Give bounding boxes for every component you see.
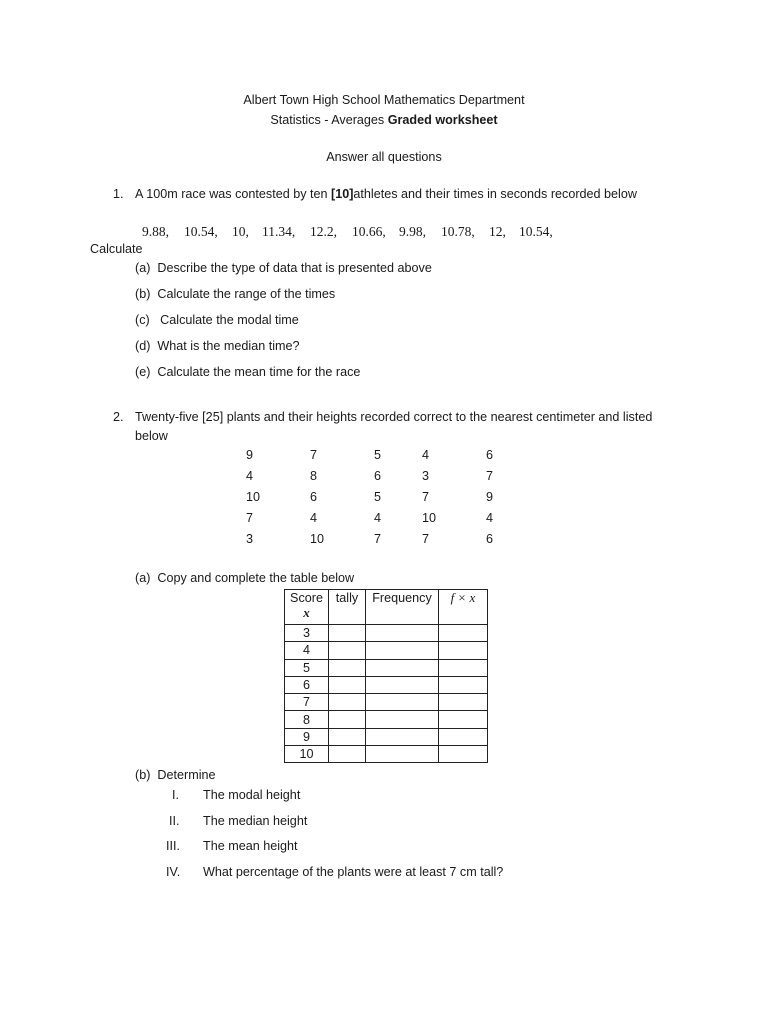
- part-text: Determine: [157, 768, 216, 782]
- fx-cell: [439, 746, 488, 763]
- sub-part-label: II.: [169, 814, 180, 828]
- part-label: (b): [135, 768, 151, 782]
- height-value: 6: [374, 469, 382, 483]
- frequency-cell: [366, 694, 439, 711]
- height-value: 3: [422, 469, 430, 483]
- height-value: 4: [246, 469, 254, 483]
- frequency-cell: [366, 728, 439, 745]
- height-value: 7: [310, 448, 318, 462]
- table-row: [285, 642, 488, 659]
- score-cell: 8: [285, 711, 329, 728]
- fx-cell: [439, 625, 488, 642]
- frequency-cell: [366, 711, 439, 728]
- fx-cell: [439, 694, 488, 711]
- table-row: [285, 746, 488, 763]
- calculate-label: Calculate: [90, 242, 143, 256]
- fx-cell: [439, 728, 488, 745]
- score-cell: 3: [285, 625, 329, 642]
- subtitle-topic: Statistics - Averages: [270, 113, 385, 127]
- q2-number: 2.: [113, 410, 124, 424]
- part-label: (d): [135, 339, 151, 353]
- frequency-cell: [366, 625, 439, 642]
- height-value: 9: [246, 448, 254, 462]
- tally-cell: [329, 642, 366, 659]
- height-value: 7: [422, 490, 430, 504]
- header-score-label: Score: [290, 591, 323, 605]
- table-header-row: [285, 590, 488, 625]
- table-row: [285, 659, 488, 676]
- part-label: (b): [135, 287, 151, 301]
- school-title: Albert Town High School Mathematics Department: [243, 93, 525, 107]
- height-value: 8: [310, 469, 318, 483]
- table-row: [285, 728, 488, 745]
- time-value: 9.98,: [399, 224, 426, 239]
- part-text: What is the median time?: [157, 339, 300, 353]
- score-cell: 6: [285, 676, 329, 693]
- height-value: 10: [310, 532, 325, 546]
- fx-cell: [439, 676, 488, 693]
- sub-part-label: III.: [166, 839, 180, 853]
- tally-cell: [329, 676, 366, 693]
- part-text: Calculate the range of the times: [157, 287, 336, 301]
- height-value: 7: [374, 532, 382, 546]
- q1-number: 1.: [113, 187, 124, 201]
- time-value: 11.34,: [262, 224, 296, 239]
- time-value: 12,: [489, 224, 506, 239]
- height-value: 3: [246, 532, 254, 546]
- tally-cell: [329, 625, 366, 642]
- sub-part-text: What percentage of the plants were at least 7 cm tall?: [203, 865, 504, 879]
- height-value: 4: [422, 448, 430, 462]
- table-row: [285, 625, 488, 642]
- part-label: (a): [135, 571, 151, 585]
- time-value: 10.66,: [352, 224, 386, 239]
- part-text: Copy and complete the table below: [157, 571, 355, 585]
- height-value: 5: [374, 448, 382, 462]
- subtitle-graded: Graded worksheet: [387, 113, 498, 127]
- part-text: Calculate the modal time: [156, 313, 299, 327]
- time-value: 10.54,: [184, 224, 218, 239]
- tally-cell: [329, 711, 366, 728]
- height-value: 6: [486, 448, 494, 462]
- sub-part-label: IV.: [166, 865, 181, 879]
- frequency-cell: [366, 659, 439, 676]
- fx-cell: [439, 642, 488, 659]
- q2-part-a: [135, 571, 354, 585]
- tally-cell: [329, 694, 366, 711]
- q1-text: [135, 187, 637, 201]
- score-cell: 7: [285, 694, 329, 711]
- height-value: 7: [422, 532, 430, 546]
- fx-cell: [439, 659, 488, 676]
- height-value: 4: [310, 511, 318, 525]
- time-value: 10.78,: [441, 224, 475, 239]
- q1-part: [135, 261, 432, 275]
- worksheet-subtitle: [0, 113, 768, 127]
- part-text: Calculate the mean time for the race: [157, 365, 361, 379]
- tally-cell: [329, 728, 366, 745]
- sub-part-text: The median height: [203, 814, 308, 828]
- tally-cell: [329, 659, 366, 676]
- height-value: 4: [486, 511, 494, 525]
- race-times: [0, 224, 768, 242]
- score-cell: 5: [285, 659, 329, 676]
- frequency-cell: [366, 746, 439, 763]
- q1-part: [135, 287, 335, 301]
- time-value: 12.2,: [310, 224, 337, 239]
- time-value: 10.54,: [519, 224, 553, 239]
- table-row: [285, 694, 488, 711]
- header-frequency: Frequency: [366, 590, 439, 625]
- instruction: Answer all questions: [326, 150, 442, 164]
- height-value: 6: [486, 532, 494, 546]
- part-label: (e): [135, 365, 151, 379]
- score-symbol: x: [303, 605, 310, 620]
- q1-part: [135, 365, 360, 379]
- tally-cell: [329, 746, 366, 763]
- q1-text-a: A 100m race was contested by ten: [135, 187, 332, 201]
- q2-text-line2: below: [135, 429, 168, 443]
- height-value: 9: [486, 490, 494, 504]
- time-value: 9.88,: [142, 224, 169, 239]
- frequency-cell: [366, 676, 439, 693]
- sub-part-label: I.: [172, 788, 179, 802]
- sub-part-text: The mean height: [203, 839, 298, 853]
- q2-part-b: [135, 768, 216, 782]
- part-label: (c): [135, 313, 150, 327]
- table-row: [285, 676, 488, 693]
- part-label: (a): [135, 261, 151, 275]
- q1-text-bold: [10]: [331, 187, 354, 201]
- score-cell: 9: [285, 728, 329, 745]
- height-value: 4: [374, 511, 382, 525]
- part-text: Describe the type of data that is presented above: [157, 261, 432, 275]
- frequency-cell: [366, 642, 439, 659]
- header-score: [285, 590, 329, 625]
- header-tally: tally: [329, 590, 366, 625]
- height-value: 10: [246, 490, 261, 504]
- score-cell: 4: [285, 642, 329, 659]
- sub-part-text: The modal height: [203, 788, 301, 802]
- fx-cell: [439, 711, 488, 728]
- q1-text-b: athletes and their times in seconds recorded below: [353, 187, 637, 201]
- frequency-table: [284, 589, 488, 763]
- q1-part: [135, 313, 299, 327]
- q2-text-line1: Twenty-five [25] plants and their heights recorded correct to the nearest centimeter and listed: [135, 410, 653, 424]
- q1-part: [135, 339, 300, 353]
- height-value: 10: [422, 511, 437, 525]
- height-value: 7: [486, 469, 494, 483]
- height-value: 5: [374, 490, 382, 504]
- height-value: 6: [310, 490, 318, 504]
- time-value: 10,: [232, 224, 249, 239]
- header-fx: f × x: [439, 590, 488, 625]
- height-value: 7: [246, 511, 254, 525]
- score-cell: 10: [285, 746, 329, 763]
- table-row: [285, 711, 488, 728]
